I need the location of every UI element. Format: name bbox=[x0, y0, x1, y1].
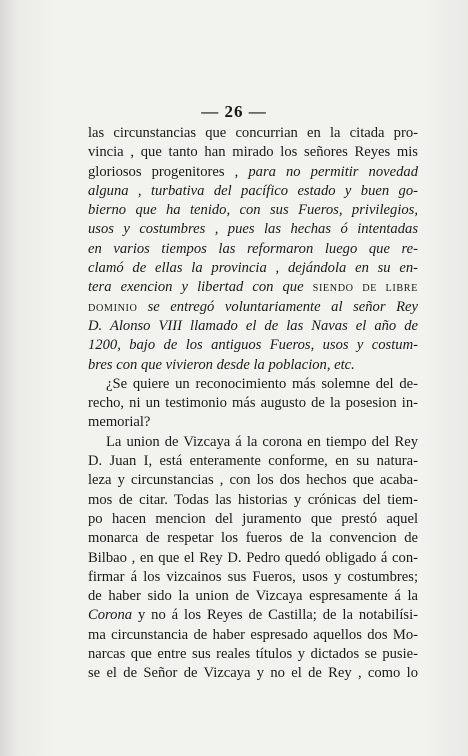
text-segment: narcas que entre sus reales títulos y dictados se pusie- bbox=[88, 646, 418, 663]
text-line bbox=[88, 452, 418, 471]
text-segment: bres con que vivieron desde la poblacion, etc. bbox=[88, 356, 355, 373]
text-segment: y no á los Reyes de Castilla; de la notabilísi- bbox=[132, 607, 418, 624]
text-segment: gloriosos progenitores , bbox=[88, 163, 249, 180]
text-segment: se entregó voluntariamente al señor Rey bbox=[147, 298, 418, 315]
text-line bbox=[88, 259, 418, 278]
text-segment: vincia , que tanto han mirado los señores Reyes mis bbox=[88, 144, 418, 161]
text-line bbox=[88, 664, 418, 683]
text-segment: po hacen mencion del juramento que prestó aquel bbox=[88, 510, 418, 527]
text-segment: en varios tiempos las reformaron luego que re- bbox=[88, 240, 418, 257]
text-segment: ma circunstancia de haber espresado aquellos dos Mo- bbox=[88, 626, 418, 643]
text-line bbox=[88, 143, 418, 162]
text-line bbox=[88, 163, 418, 182]
text-segment: DOMINIO bbox=[88, 302, 148, 314]
text-segment: para no permitir novedad bbox=[248, 163, 419, 180]
text-line bbox=[88, 529, 418, 548]
text-segment: usos y costumbres , pues las hechas ó intentadas bbox=[88, 221, 418, 238]
text-line bbox=[88, 549, 418, 568]
text-line bbox=[88, 375, 418, 394]
text-line bbox=[88, 317, 418, 336]
text-line bbox=[88, 220, 418, 239]
text-segment: SIENDO DE LIBRE bbox=[312, 283, 418, 295]
text-segment: de haber sido la union de Vizcaya espresamente á la bbox=[88, 588, 418, 605]
page-number: — 26 — bbox=[201, 102, 267, 121]
text-line bbox=[88, 491, 418, 510]
text-line bbox=[88, 413, 418, 432]
text-line bbox=[88, 336, 418, 355]
text-segment: ¿Se quiere un reconocimiento más solemne del de- bbox=[106, 375, 418, 392]
body-text bbox=[88, 124, 418, 684]
text-segment: leza y circunstancias , con los dos hechos que acaba- bbox=[88, 472, 418, 489]
text-line bbox=[88, 201, 418, 220]
text-line bbox=[88, 240, 418, 259]
text-segment: mos de citar. Todas las historias y crónicas del tiem- bbox=[88, 491, 418, 508]
text-line bbox=[88, 394, 418, 413]
text-line bbox=[88, 568, 418, 587]
text-line bbox=[88, 356, 418, 375]
text-line bbox=[88, 298, 418, 317]
text-segment: memorial? bbox=[88, 414, 151, 431]
text-segment: 1200, bajo de los antiguos Fueros, usos y costum- bbox=[88, 337, 418, 354]
text-line bbox=[88, 182, 418, 201]
text-line bbox=[88, 124, 418, 143]
text-segment: Bilbao , en que el Rey D. Pedro quedó obligado á con- bbox=[88, 549, 418, 566]
text-segment: bierno que ha tenido, con sus Fueros, privilegios, bbox=[88, 202, 418, 219]
text-line bbox=[88, 471, 418, 490]
text-line bbox=[88, 510, 418, 529]
text-segment: tera exencion y libertad con que bbox=[88, 279, 313, 296]
text-line bbox=[88, 626, 418, 645]
text-segment: monarca de respetar los fueros de la convencion de bbox=[88, 530, 418, 547]
text-segment: clamó de ellas la provincia , dejándola en su en- bbox=[88, 260, 418, 277]
text-segment: firmar á los vizcainos sus Fueros, usos y costumbres; bbox=[88, 568, 418, 585]
text-segment: D. Juan I, está enteramente conforme, en su natura- bbox=[88, 453, 418, 470]
text-line bbox=[88, 433, 418, 452]
text-segment: D. Alonso VIII llamado el de las Navas el año de bbox=[88, 317, 418, 334]
text-segment: se el de Señor de Vizcaya y no el de Rey , como lo bbox=[88, 665, 418, 682]
text-segment: recho, ni un testimonio más augusto de la posesion in- bbox=[88, 395, 418, 412]
text-segment: las circunstancias que concurrian en la citada pro- bbox=[88, 125, 418, 141]
text-line bbox=[88, 278, 418, 297]
text-line bbox=[88, 606, 418, 625]
text-segment: Corona bbox=[88, 607, 133, 624]
text-line bbox=[88, 587, 418, 606]
text-segment: La union de Vizcaya á la corona en tiempo del Rey bbox=[106, 433, 418, 450]
text-line bbox=[88, 645, 418, 664]
text-segment: alguna , turbativa del pacífico estado y buen go- bbox=[88, 182, 418, 199]
